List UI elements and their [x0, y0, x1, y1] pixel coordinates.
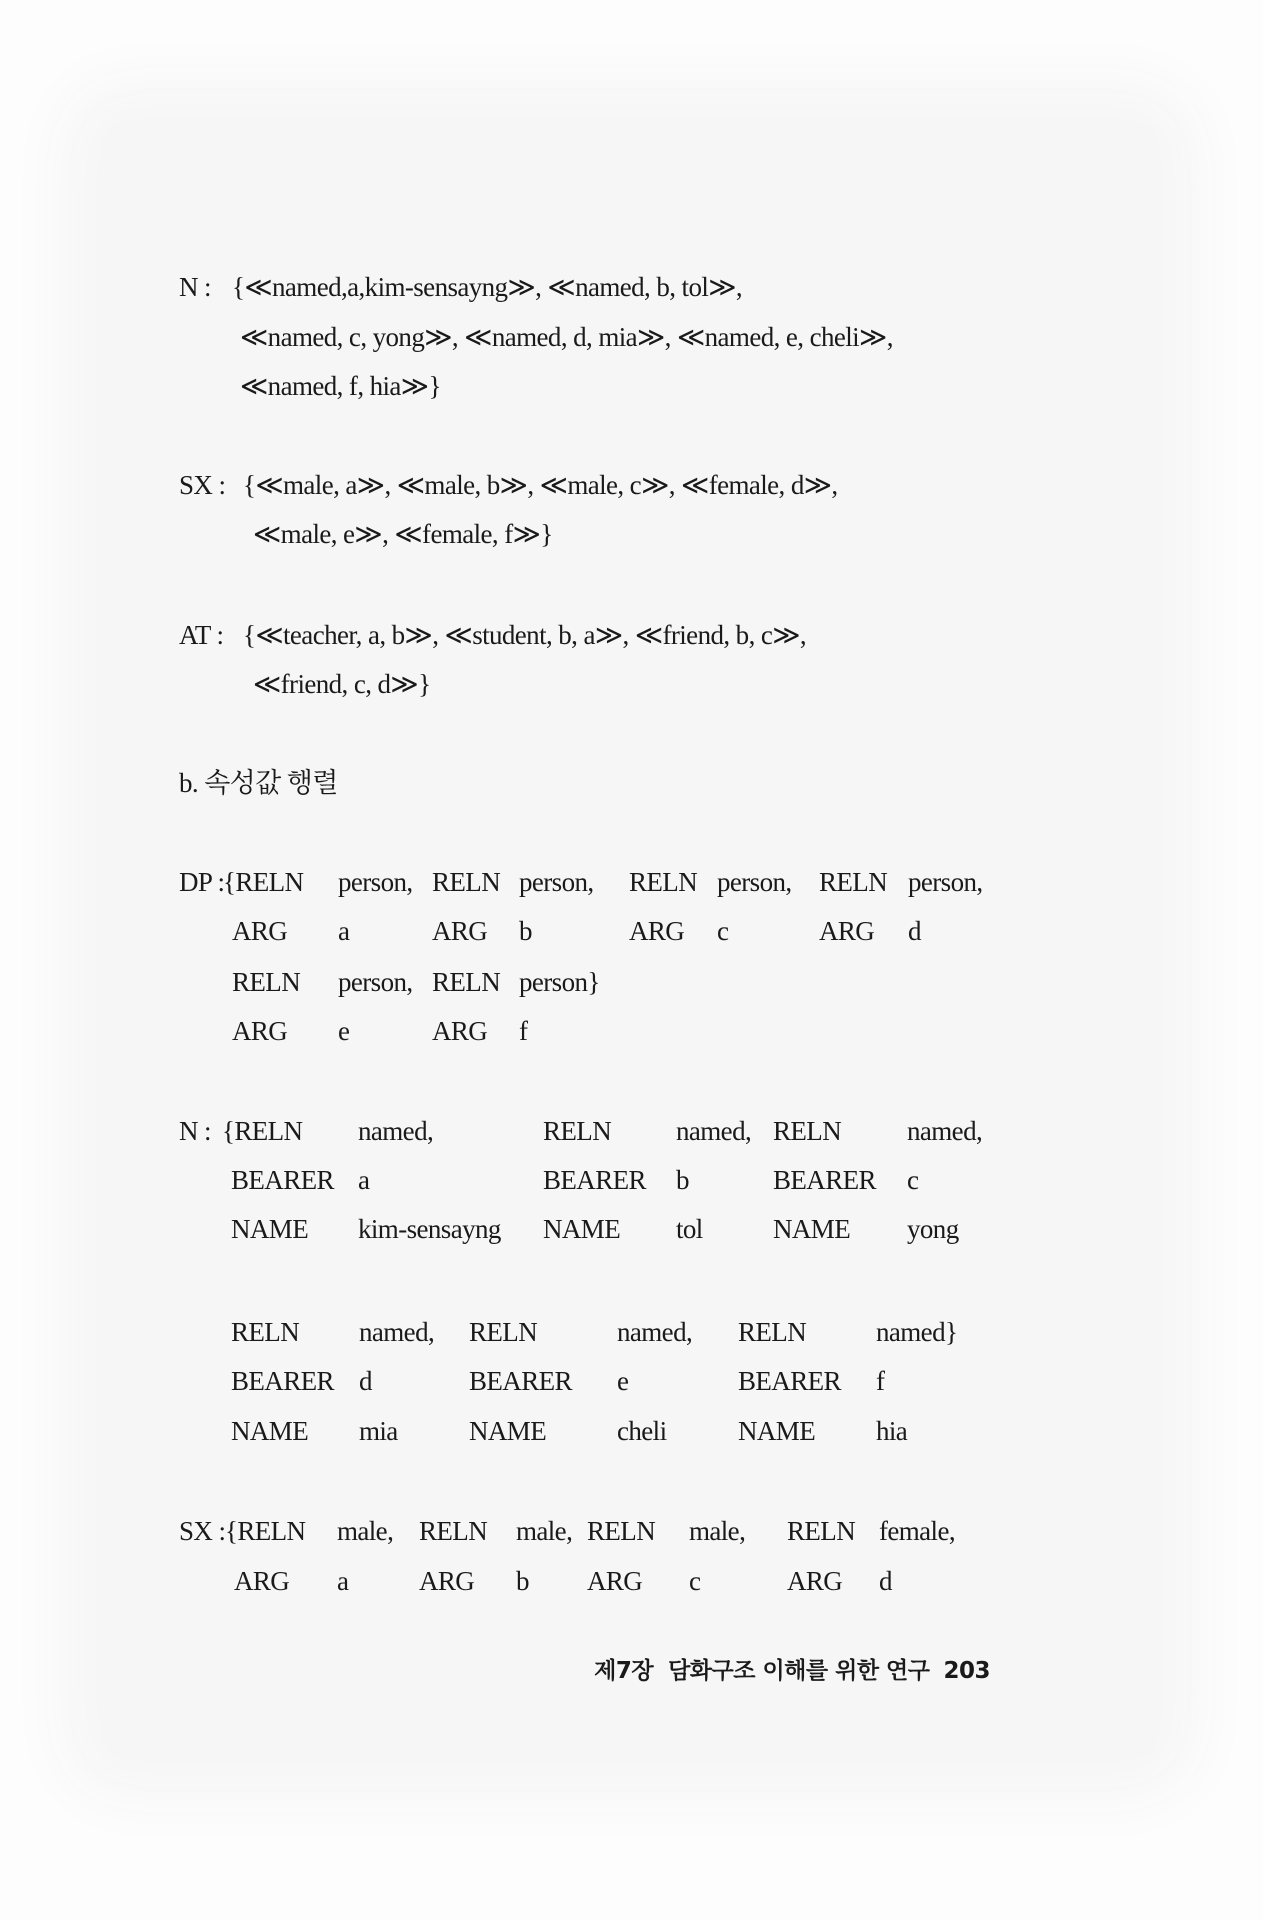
relation-line: ≪named, f, hia≫} [240, 371, 441, 401]
feature-value: mia [359, 1416, 398, 1446]
feature-name: BEARER [231, 1165, 334, 1195]
feature-value: kim-sensayng [358, 1214, 501, 1244]
feature-name: {RELN [223, 867, 304, 897]
feature-value: named, [359, 1317, 435, 1347]
feature-name: BEARER [543, 1165, 646, 1195]
matrix-label: SX : [179, 1516, 226, 1546]
matrix-label: N : [179, 1116, 211, 1146]
feature-name: BEARER [469, 1366, 572, 1396]
feature-value: b [519, 916, 532, 946]
relation-line: ≪named, c, yong≫, ≪named, d, mia≫, ≪named, e, cheli≫, [240, 322, 893, 352]
feature-name: RELN [738, 1317, 807, 1347]
feature-value: named, [907, 1116, 983, 1146]
relation-line: ≪friend, c, d≫} [253, 669, 431, 699]
feature-value: person, [908, 867, 983, 897]
feature-value: male, [516, 1516, 573, 1546]
feature-name: NAME [738, 1416, 816, 1446]
feature-value: named, [358, 1116, 434, 1146]
feature-name: ARG [587, 1566, 643, 1596]
feature-name: NAME [543, 1214, 621, 1244]
page-number: 203 [943, 1658, 990, 1684]
feature-value: a [358, 1165, 370, 1195]
feature-name: BEARER [231, 1366, 334, 1396]
feature-name: ARG [419, 1566, 475, 1596]
feature-name: NAME [469, 1416, 547, 1446]
relation-line: {≪teacher, a, b≫, ≪student, b, a≫, ≪friend, b, c≫, [243, 620, 807, 650]
relation-line: ≪male, e≫, ≪female, f≫} [253, 519, 553, 549]
feature-value: person, [717, 867, 792, 897]
feature-name: ARG [432, 916, 488, 946]
feature-name: RELN [787, 1516, 856, 1546]
feature-value: yong [907, 1214, 959, 1244]
feature-value: a [338, 916, 350, 946]
feature-value: f [876, 1366, 885, 1396]
feature-value: e [617, 1366, 629, 1396]
feature-value: male, [689, 1516, 746, 1546]
feature-value: d [359, 1366, 372, 1396]
feature-name: ARG [232, 916, 288, 946]
relation-line: {≪male, a≫, ≪male, b≫, ≪male, c≫, ≪female, d≫, [243, 470, 838, 500]
feature-value: a [337, 1566, 349, 1596]
feature-name: RELN [629, 867, 698, 897]
feature-name: BEARER [738, 1366, 841, 1396]
relation-label: AT : [179, 620, 224, 650]
feature-name: ARG [819, 916, 875, 946]
feature-name: RELN [432, 867, 501, 897]
feature-name: NAME [231, 1416, 309, 1446]
feature-name: RELN [419, 1516, 488, 1546]
feature-value: person, [519, 867, 594, 897]
feature-name: ARG [432, 1016, 488, 1046]
feature-value: b [676, 1165, 689, 1195]
feature-value: c [717, 916, 729, 946]
feature-name: RELN [819, 867, 888, 897]
feature-name: RELN [587, 1516, 656, 1546]
feature-value: male, [337, 1516, 394, 1546]
subheading: b. 속성값 행렬 [179, 768, 338, 798]
feature-value: hia [876, 1416, 908, 1446]
feature-name: ARG [232, 1016, 288, 1046]
chapter-title: 제7장 담화구조 이해를 위한 연구 [594, 1658, 930, 1684]
feature-value: d [879, 1566, 892, 1596]
feature-name: NAME [231, 1214, 309, 1244]
running-footer [594, 1655, 990, 1687]
feature-value: person, [338, 867, 413, 897]
relation-label: SX : [179, 470, 226, 500]
feature-value: d [908, 916, 921, 946]
feature-value: named} [876, 1317, 958, 1347]
relation-label: N : [179, 272, 211, 302]
relation-line: {≪named,a,kim-sensayng≫, ≪named, b, tol≫, [232, 272, 743, 302]
feature-value: female, [879, 1516, 955, 1546]
feature-value: f [519, 1016, 528, 1046]
feature-name: RELN [773, 1116, 842, 1146]
feature-name: ARG [629, 916, 685, 946]
feature-name: RELN [432, 967, 501, 997]
matrix-label: DP : [179, 867, 225, 897]
feature-value: b [516, 1566, 529, 1596]
feature-name: ARG [787, 1566, 843, 1596]
feature-value: tol [676, 1214, 703, 1244]
feature-value: named, [617, 1317, 693, 1347]
feature-name: RELN [543, 1116, 612, 1146]
feature-value: person} [519, 967, 600, 997]
feature-value: person, [338, 967, 413, 997]
feature-name: NAME [773, 1214, 851, 1244]
feature-name: ARG [234, 1566, 290, 1596]
feature-value: e [338, 1016, 350, 1046]
feature-name: {RELN [225, 1516, 306, 1546]
feature-name: RELN [231, 1317, 300, 1347]
feature-value: c [907, 1165, 919, 1195]
feature-name: {RELN [222, 1116, 303, 1146]
feature-value: named, [676, 1116, 752, 1146]
feature-value: cheli [617, 1416, 667, 1446]
feature-value: c [689, 1566, 701, 1596]
feature-name: RELN [469, 1317, 538, 1347]
feature-name: RELN [232, 967, 301, 997]
feature-name: BEARER [773, 1165, 876, 1195]
